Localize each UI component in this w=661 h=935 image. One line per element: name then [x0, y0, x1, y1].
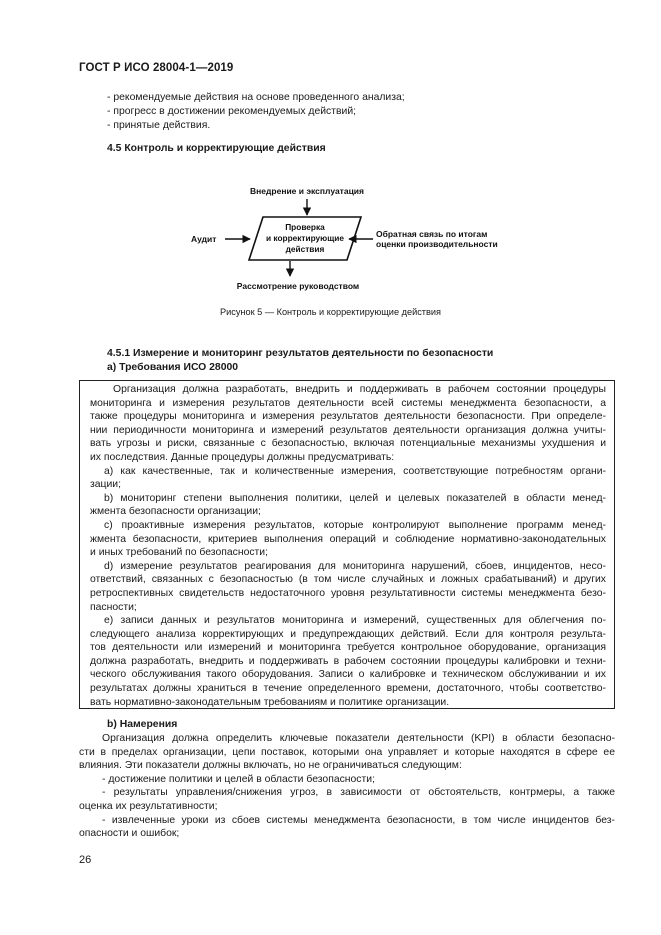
box-line: мониторинга и измерения результатов деятельности всей системы менеджмента безопасности, а: [90, 397, 606, 409]
list-item: - прогресс в достижении рекомендуемых действий;: [107, 106, 357, 117]
box-line: с) проактивные измерения результатов, которые контролируют выполнение программ менед-: [104, 519, 606, 531]
box-line: следующего анализа корректирующих и предупреждающих действий. Если для контроля результа-: [90, 628, 606, 640]
section-heading: 4.5 Контроль и корректирующие действия: [107, 143, 326, 154]
list-item: - результаты управления/снижения угроз, в зависимости от обстоятельств, контрмеры, а также: [102, 787, 615, 799]
box-line: жмента безопасности организации;: [90, 506, 261, 518]
box-line: и иных требований по безопасности;: [90, 547, 268, 559]
section-heading: 4.5.1 Измерение и мониторинг результатов деятельности по безопасности: [107, 348, 494, 359]
list-item: - рекомендуемые действия на основе проведенного анализа;: [107, 92, 405, 103]
list-item: - принятые действия.: [107, 120, 211, 131]
intentions-text: [79, 732, 615, 841]
figure-caption: Рисунок 5 — Контроль и корректирующие действия: [219, 307, 441, 317]
diagram-label-bottom: Рассмотрение руководством: [236, 281, 360, 291]
box-line: d) измерение результатов реагирования для мониторинга нарушений, сбоев, инцидентов, несо-: [104, 560, 606, 572]
paragraph-line: оценка их результативности;: [79, 800, 218, 812]
diagram-label-top: Внедрение и эксплуатация: [250, 186, 364, 196]
box-line: результатах должны храниться в течение определенного времени, достаточного, чтобы соответство-: [90, 683, 606, 695]
subsection-heading: а) Требования ИСО 28000: [107, 362, 239, 373]
paragraph-line: сти в пределах организации, цепи поставок, которыми она управляет и которые находятся в сфере ее: [79, 746, 615, 758]
diagram-center-line-3: действия: [285, 244, 325, 254]
paragraph-line: опасности и ошибок;: [79, 828, 180, 840]
list-item: - достижение политики и целей в области безопасности;: [102, 773, 375, 785]
box-line: жмента безопасности, критериев выполнения операций и соблюдение нормативно-законодательных: [90, 533, 606, 545]
box-line: пасности;: [90, 601, 137, 613]
diagram-label-right-2: оценки производительности: [376, 239, 498, 249]
list-item: - извлеченные уроки из сбоев системы менеджмента безопасности, в том числе инцидентов без-: [102, 814, 615, 826]
box-line: их последствия. Данные процедуры должны предусматривать:: [90, 451, 395, 463]
diagram-center-line-2: и корректирующие: [266, 233, 344, 243]
box-line: вать нормативно-законодательным требованиям и политике организации.: [90, 696, 450, 708]
paragraph-line: Организация должна определить ключевые показатели деятельности (KPI) в области безопасно-: [102, 733, 615, 744]
box-line: Организация должна разработать, внедрить и поддерживать в рабочем состоянии процедуры: [113, 384, 606, 395]
process-diagram: [0, 175, 661, 300]
diagram-center-line-1: Проверка: [285, 222, 325, 232]
box-line: ческого обслуживания такого оборудования. Записи о калибровке и техническом обслуживании и их: [90, 669, 606, 681]
diagram-label-right-1: Обратная связь по итогам: [376, 229, 488, 239]
box-line: b) мониторинг степени выполнения политики, целей и целевых показателей в области менед-: [104, 492, 606, 504]
subsection-heading: b) Намерения: [107, 719, 178, 730]
document-header: ГОСТ Р ИСО 28004-1—2019: [79, 62, 234, 74]
box-line: а) как качественные, так и количественные измерения, соответствующие потребностям органи-: [104, 465, 606, 477]
paragraph-line: влияния. Эти показатели должны включать, но не ограничиваться следующим:: [79, 760, 462, 772]
diagram-label-left: Аудит: [191, 234, 217, 244]
box-line: тов деятельности или измерений и мониторинга требуется контрольное оборудование, организация: [90, 642, 606, 654]
box-line: также процедуры мониторинга и измерения результатов деятельности безопасности. При определе-: [90, 411, 606, 423]
box-line: нии периодичности мониторинга и измерений результатов деятельности организация должна учиты-: [90, 424, 606, 436]
box-line: ответствий, связанных с безопасностью (в том числе случайных и ложных срабатываний) и других: [90, 574, 606, 586]
box-line: зации;: [90, 479, 121, 491]
box-line: ретроспективных свидетельств недостаточного уровня результативности системы менеджмента безо-: [90, 587, 606, 599]
page-number: 26: [79, 854, 92, 866]
box-line: должна разработать, внедрить и поддерживать в рабочем состоянии процедуры калибровки и техни-: [90, 655, 606, 667]
box-line: вать угрозы и риски, связанные с безопасностью, включая потенциальные механизмы ухудшения и: [90, 438, 606, 450]
box-line: е) записи данных и результатов мониторинга и измерений, существенных для облегчения по-: [104, 615, 606, 627]
requirements-box: [79, 380, 615, 709]
